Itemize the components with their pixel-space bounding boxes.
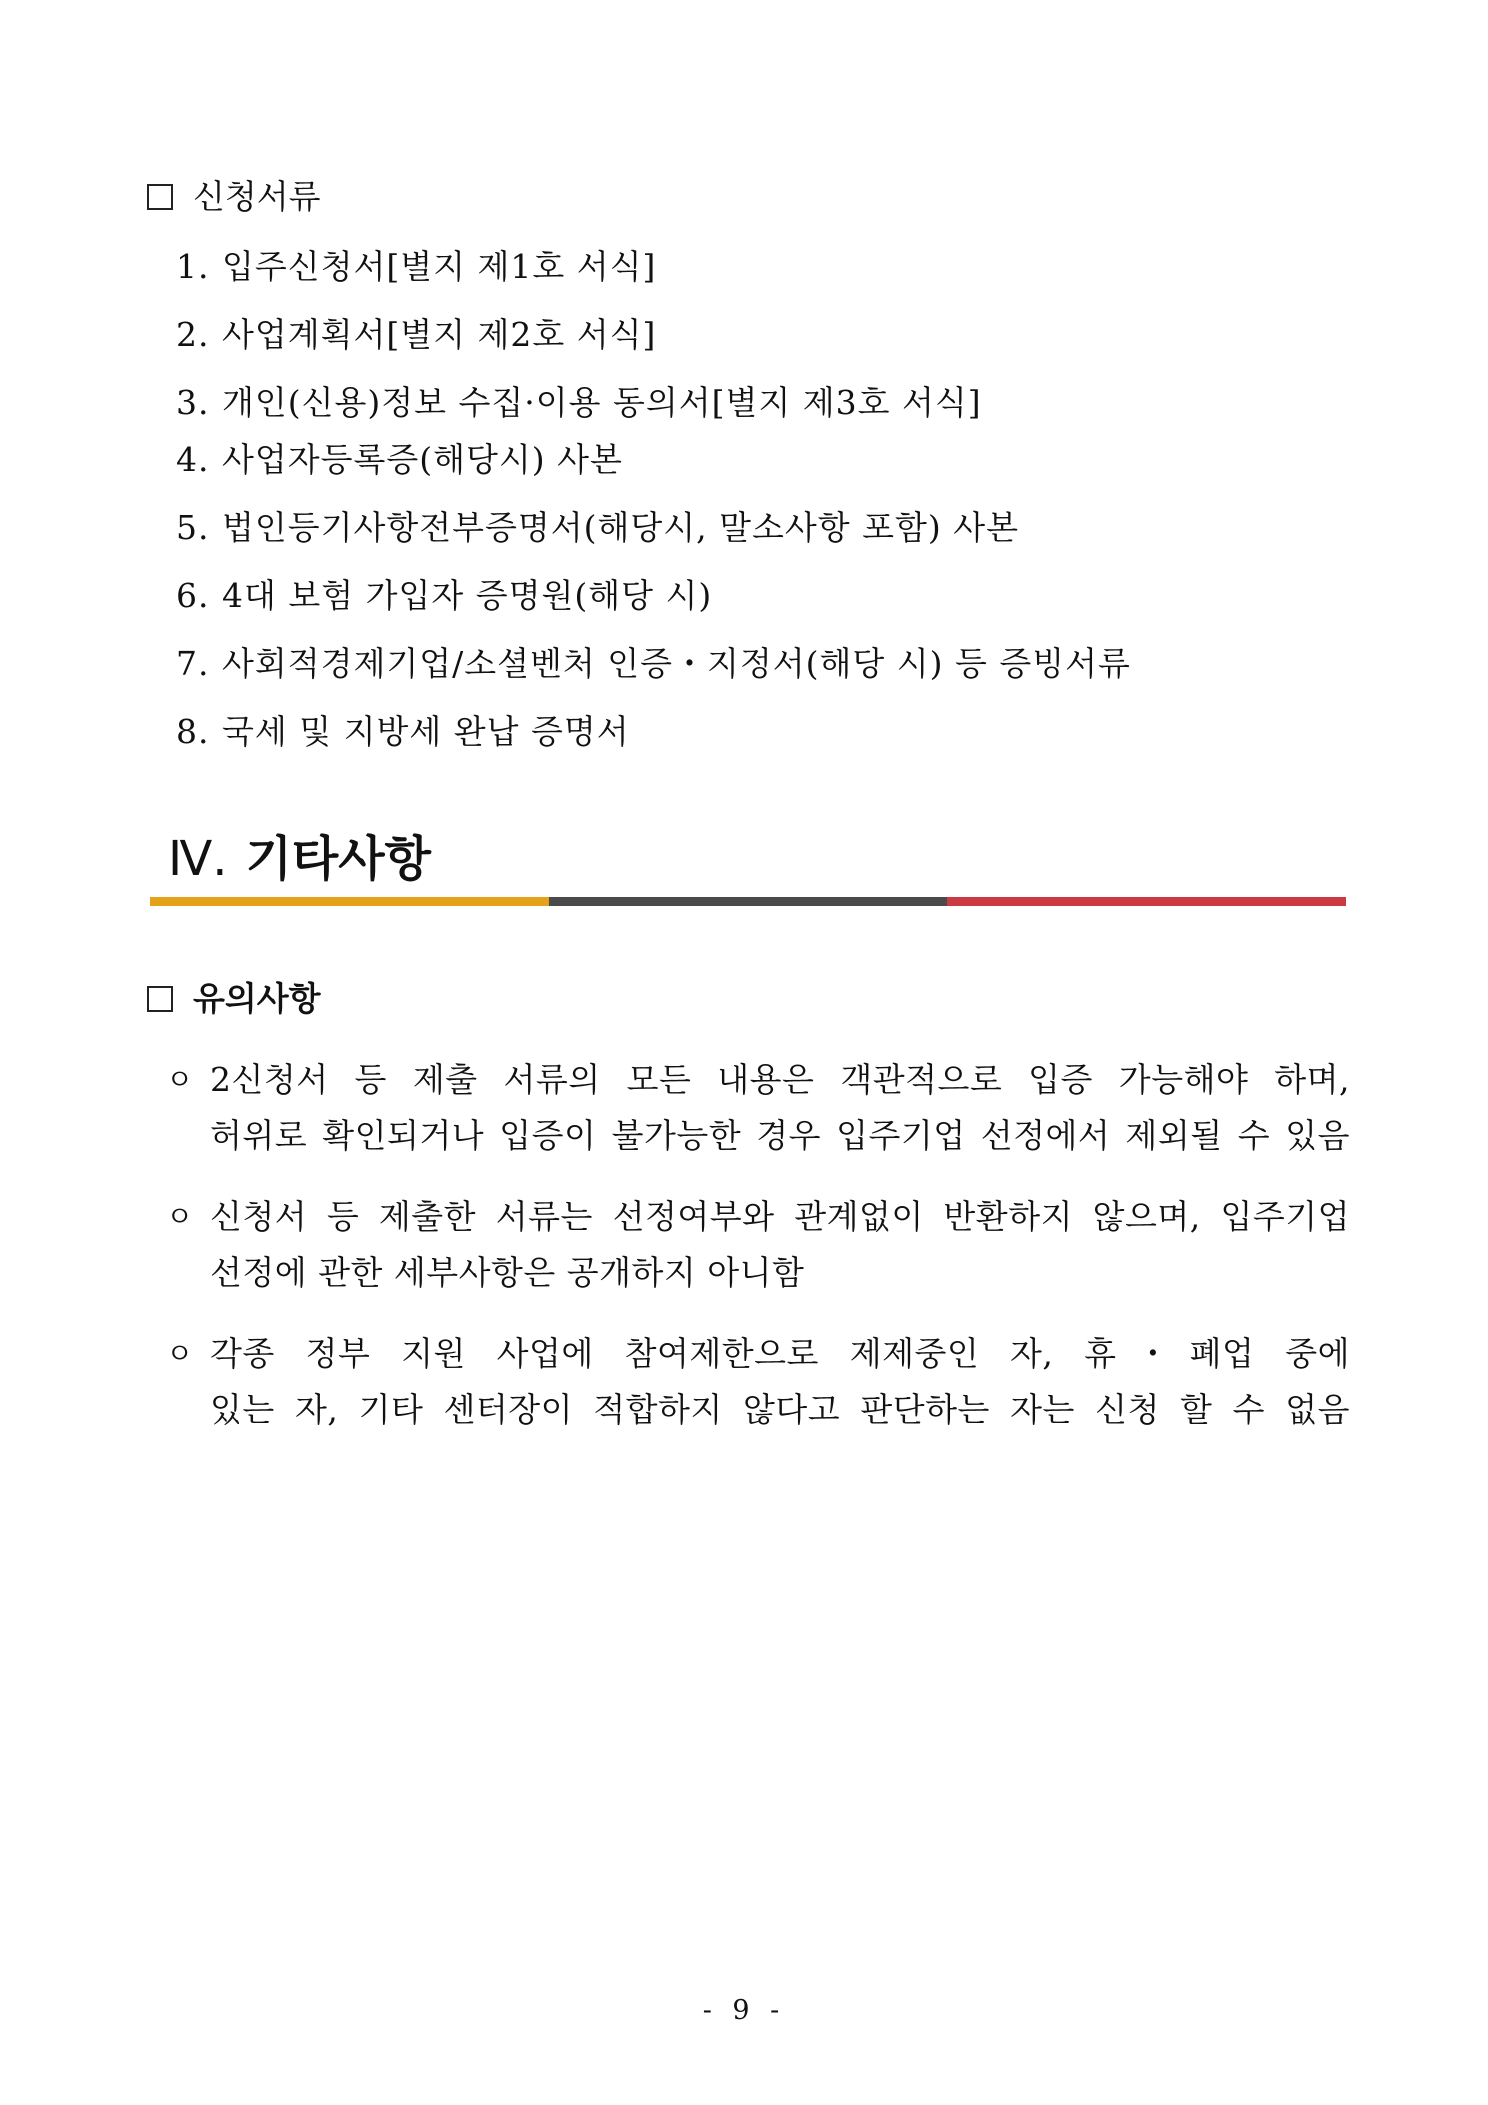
note-item [166,1189,1350,1301]
list-item: 7. 사회적경제기업/소셜벤처 인증・지정서(해당 시) 등 증빙서류 [176,644,1131,683]
note-line: 신청서 등 제출한 서류는 선정여부와 관계없이 반환하지 않으며, 입주기업 [210,1197,1350,1236]
list-item: 5. 법인등기사항전부증명서(해당시, 말소사항 포함) 사본 [176,508,1020,547]
note-line: 2신청서 등 제출 서류의 모든 내용은 객관적으로 입증 가능해야 하며, [210,1060,1350,1099]
divider-segment [947,897,1346,906]
divider-segment [549,897,948,906]
documents-heading [147,177,321,216]
bullet-circle-icon: ㅇ [166,1063,194,1096]
note-line: 있는 자, 기타 센터장이 적합하지 않다고 판단하는 자는 신청 할 수 없음 [210,1390,1350,1429]
bullet-circle-icon: ㅇ [166,1200,194,1233]
page-number: - 9 - [702,1995,786,2026]
notes-heading [147,979,321,1018]
section-title-text: 기타사항 [245,831,432,887]
list-item: 1. 입주신청서[별지 제1호 서식] [176,247,657,286]
note-item [166,1052,1350,1164]
divider-segment [150,897,549,906]
note-line: 각종 정부 지원 사업에 참여제한으로 제제중인 자, 휴・폐업 중에 [210,1334,1350,1373]
notes-heading-text: 유의사항 [193,979,321,1018]
list-item: 2. 사업계획서[별지 제2호 서식] [176,315,657,354]
list-item: 4. 사업자등록증(해당시) 사본 [176,440,623,479]
bullet-circle-icon: ㅇ [166,1337,194,1370]
note-line: 선정에 관한 세부사항은 공개하지 아니함 [210,1253,805,1292]
note-item [166,1326,1350,1438]
list-item: 8. 국세 및 지방세 완납 증명서 [176,712,630,751]
note-line: 허위로 확인되거나 입증이 불가능한 경우 입주기업 선정에서 제외될 수 있음 [210,1116,1350,1155]
section-divider [150,897,1346,906]
documents-heading-text: 신청서류 [193,177,321,216]
checkbox-square-icon [147,986,173,1012]
section-title [168,831,432,887]
list-item: 3. 개인(신용)정보 수집·이용 동의서[별지 제3호 서식] [176,383,982,422]
list-item: 6. 4대 보험 가입자 증명원(해당 시) [176,576,713,615]
section-number: Ⅳ. [168,831,228,887]
checkbox-square-icon [147,184,173,210]
